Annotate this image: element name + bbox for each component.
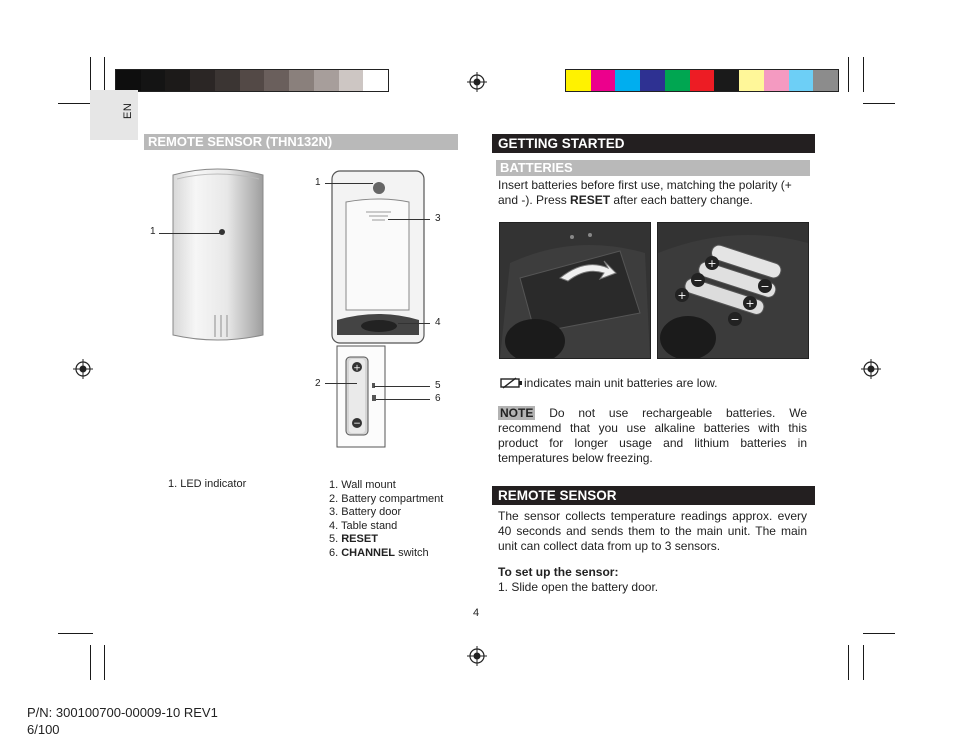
- back-legend: [329, 479, 469, 560]
- legend-item: 1. Wall mount: [329, 479, 396, 491]
- swatch: [739, 70, 764, 91]
- swatch: [141, 70, 166, 91]
- setup-step: 1. Slide open the battery door.: [498, 580, 659, 594]
- crop-mark: [90, 645, 91, 680]
- legend-item: 4. Table stand: [329, 519, 398, 532]
- note-paragraph: NOTE Do not use rechargeable batteries. We recommend that you use alkaline batteries with this product for longer usage and lithium batteries in temperatures below freezing.: [498, 406, 807, 465]
- swatch: [215, 70, 240, 91]
- swatch: [363, 70, 388, 91]
- callout-number: 5: [435, 380, 441, 391]
- crop-mark: [863, 103, 895, 104]
- callout-number: 2: [315, 378, 321, 389]
- swatch: [813, 70, 838, 91]
- swatch: [640, 70, 665, 91]
- registration-mark-icon: [467, 72, 487, 92]
- battery-compartment-illustration: [336, 345, 386, 448]
- swatch: [615, 70, 640, 91]
- callout-line: [325, 183, 373, 184]
- callout-line: [159, 233, 221, 234]
- batteries-instructions: Insert batteries before first use, matching the polarity (+ and -). Press RESET after each battery change.: [498, 178, 792, 207]
- swatch: [264, 70, 289, 91]
- legend-item: 5. RESET: [329, 533, 378, 545]
- registration-mark-icon: [861, 359, 881, 379]
- swatch: [190, 70, 215, 91]
- crop-mark: [863, 633, 895, 634]
- color-calibration-bar: [565, 69, 839, 92]
- grayscale-calibration-bar: [115, 69, 389, 92]
- crop-mark: [863, 645, 864, 680]
- note-label: NOTE: [500, 406, 534, 420]
- low-battery-text: indicates main unit batteries are low.: [524, 376, 718, 390]
- swatch: [591, 70, 616, 91]
- svg-text:+: +: [353, 363, 361, 374]
- section-title-getting-started: GETTING STARTED: [492, 134, 815, 153]
- section-title-batteries: BATTERIES: [496, 160, 810, 176]
- crop-mark: [848, 645, 849, 680]
- callout-line: [325, 383, 357, 384]
- crop-mark: [104, 645, 105, 680]
- callout-line: [374, 386, 430, 387]
- swatch: [289, 70, 314, 91]
- callout-line: [398, 323, 430, 324]
- callout-number: 1: [315, 177, 321, 188]
- svg-text:+: +: [677, 289, 687, 302]
- sensor-front-illustration: [165, 165, 270, 345]
- legend-item: 3. Battery door: [329, 506, 402, 518]
- swatch: [165, 70, 190, 91]
- registration-mark-icon: [467, 646, 487, 666]
- swatch: [764, 70, 789, 91]
- remote-sensor-description: The sensor collects temperature readings approx. every 40 seconds and sends them to the main unit. The main unit can collect data from up to 3 sensors.: [498, 509, 807, 553]
- callout-number: 3: [435, 213, 441, 224]
- swatch: [339, 70, 364, 91]
- swatch: [714, 70, 739, 91]
- svg-text:−: −: [693, 274, 703, 287]
- section-title-remote-sensor-model: REMOTE SENSOR (THN132N): [144, 134, 458, 150]
- part-number: P/N: 300100700-00009-10 REV1: [27, 705, 218, 720]
- svg-text:−: −: [353, 419, 361, 429]
- registration-mark-icon: [73, 359, 93, 379]
- legend-item: 6. CHANNEL switch: [329, 546, 429, 559]
- page-number: 4: [473, 607, 480, 619]
- section-title-remote-sensor: REMOTE SENSOR: [492, 486, 815, 505]
- callout-number: 4: [435, 317, 441, 328]
- legend-item: 2. Battery compartment: [329, 492, 444, 505]
- print-page-count: 6/100: [27, 722, 60, 737]
- callout-number: 1: [150, 226, 156, 237]
- batteries-installed-photo: [657, 222, 809, 359]
- language-label: EN: [122, 102, 134, 119]
- swatch: [566, 70, 591, 91]
- callout-number: 6: [435, 393, 441, 404]
- callout-line: [388, 219, 430, 220]
- crop-mark: [863, 57, 864, 92]
- callout-line: [376, 399, 430, 400]
- battery-door-photo: [499, 222, 651, 359]
- svg-text:−: −: [730, 313, 740, 326]
- crop-mark: [58, 633, 93, 634]
- low-battery-icon: [499, 377, 523, 389]
- crop-mark: [848, 57, 849, 92]
- swatch: [116, 70, 141, 91]
- svg-text:+: +: [745, 297, 755, 310]
- setup-title: To set up the sensor:: [498, 565, 619, 579]
- sensor-back-illustration: [331, 170, 426, 345]
- swatch: [690, 70, 715, 91]
- swatch: [314, 70, 339, 91]
- svg-text:−: −: [760, 280, 770, 293]
- svg-text:+: +: [707, 257, 717, 270]
- crop-mark: [58, 103, 93, 104]
- crop-mark: [90, 57, 91, 92]
- crop-mark: [104, 57, 105, 92]
- front-legend: 1. LED indicator: [168, 478, 247, 490]
- swatch: [240, 70, 265, 91]
- swatch: [665, 70, 690, 91]
- swatch: [789, 70, 814, 91]
